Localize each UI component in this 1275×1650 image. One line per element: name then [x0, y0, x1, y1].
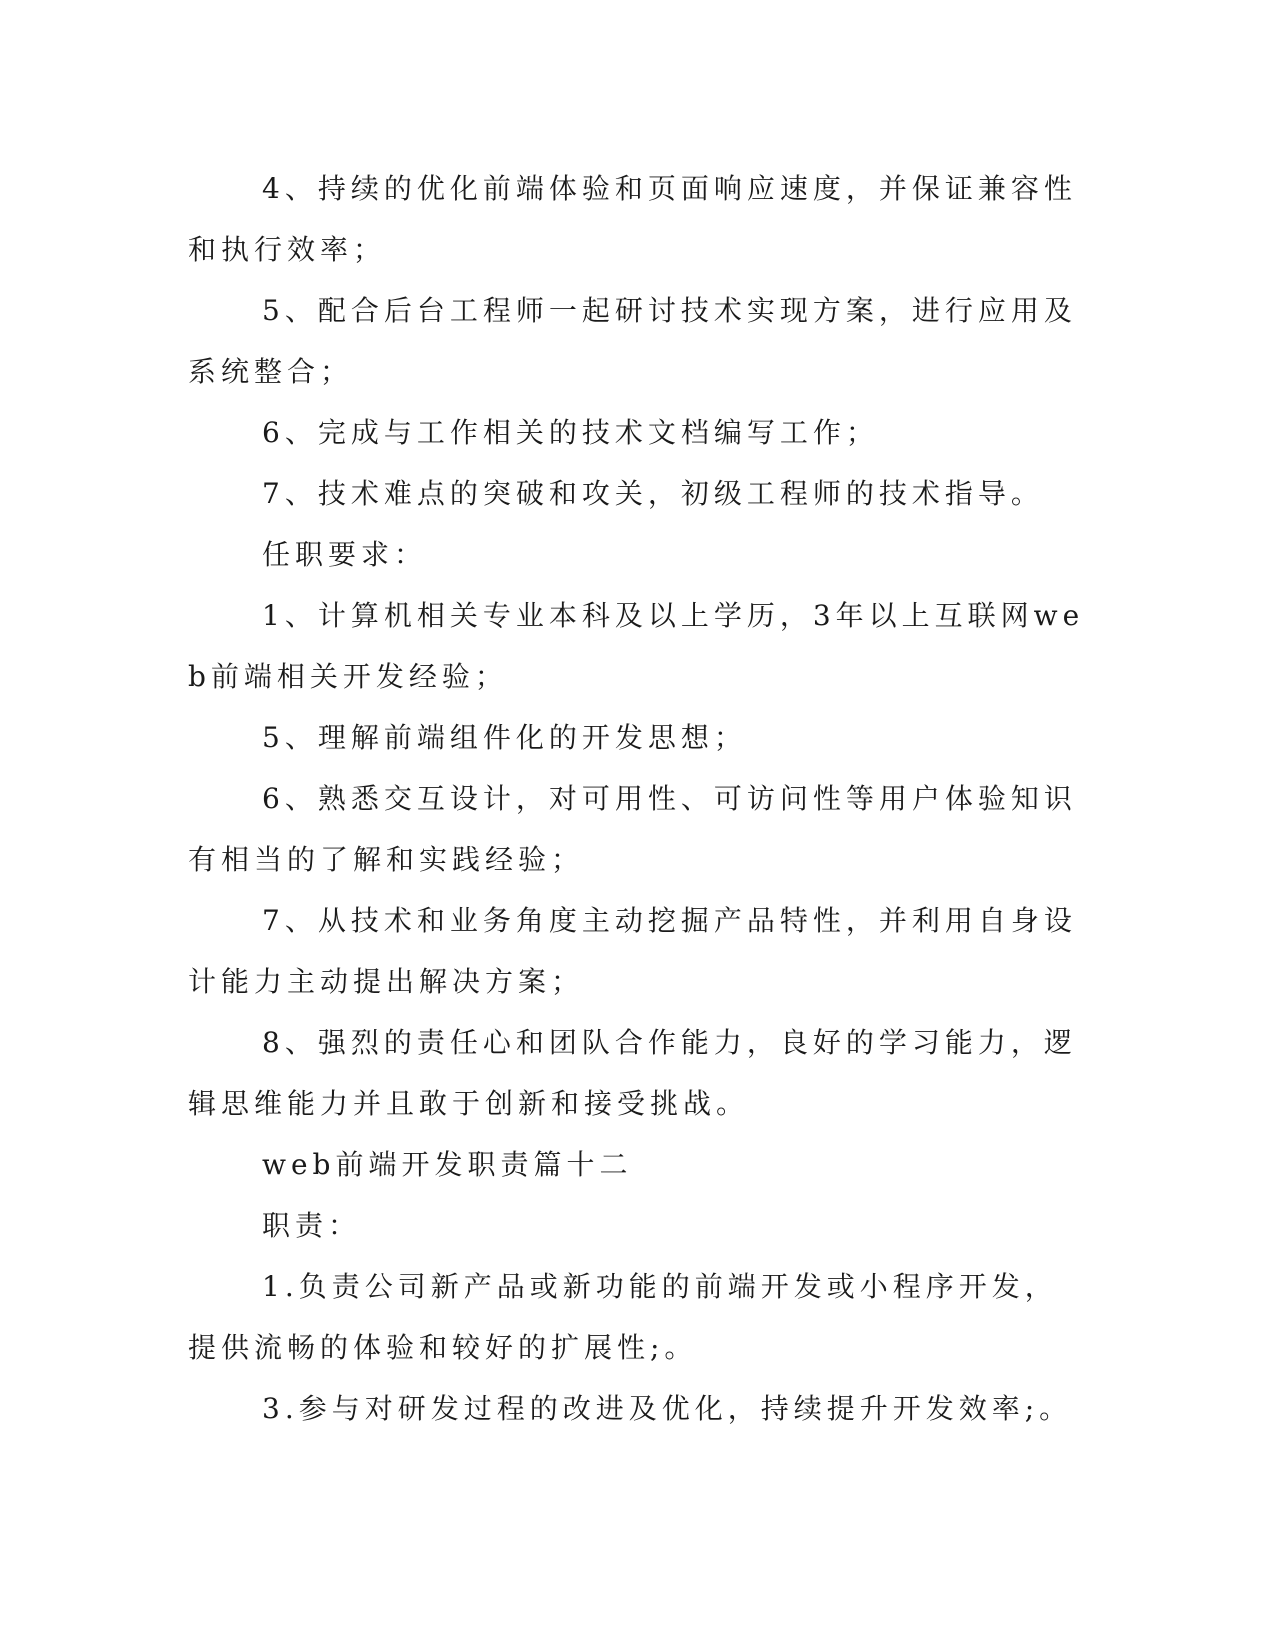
paragraph-duty-7: 7、技术难点的突破和攻关，初级工程师的技术指导。 — [262, 477, 1044, 510]
section-title: web前端开发职责篇十二 — [262, 1148, 633, 1181]
paragraph-duty-5: 5、配合后台工程师一起研讨技术实现方案，进行应用及系统整合； — [188, 294, 1077, 388]
paragraph-duty-6: 6、完成与工作相关的技术文档编写工作； — [262, 416, 879, 449]
heading-duties: 职责： — [262, 1209, 362, 1242]
heading-requirements: 任职要求： — [262, 538, 428, 571]
paragraph-requirement-1: 1、计算机相关专业本科及以上学历，3年以上互联网web前端相关开发经验； — [188, 599, 1085, 693]
paragraph-requirement-6: 6、熟悉交互设计，对可用性、可访问性等用户体验知识有相当的了解和实践经验； — [188, 782, 1077, 876]
paragraph-requirement-8: 8、强烈的责任心和团队合作能力，良好的学习能力，逻辑思维能力并且敢于创新和接受挑战。 — [188, 1026, 1077, 1120]
paragraph-requirement-7: 7、从技术和业务角度主动挖掘产品特性，并利用自身设计能力主动提出解决方案； — [188, 904, 1077, 998]
paragraph-duty-new-1: 1.负责公司新产品或新功能的前端开发或小程序开发，提供流畅的体验和较好的扩展性;。 — [188, 1270, 1058, 1364]
document-body — [188, 158, 1088, 1439]
paragraph-duty-4: 4、持续的优化前端体验和页面响应速度，并保证兼容性和执行效率； — [188, 172, 1077, 266]
paragraph-duty-new-3: 3.参与对研发过程的改进及优化，持续提升开发效率;。 — [262, 1392, 1073, 1425]
paragraph-requirement-5: 5、理解前端组件化的开发思想； — [262, 721, 747, 754]
